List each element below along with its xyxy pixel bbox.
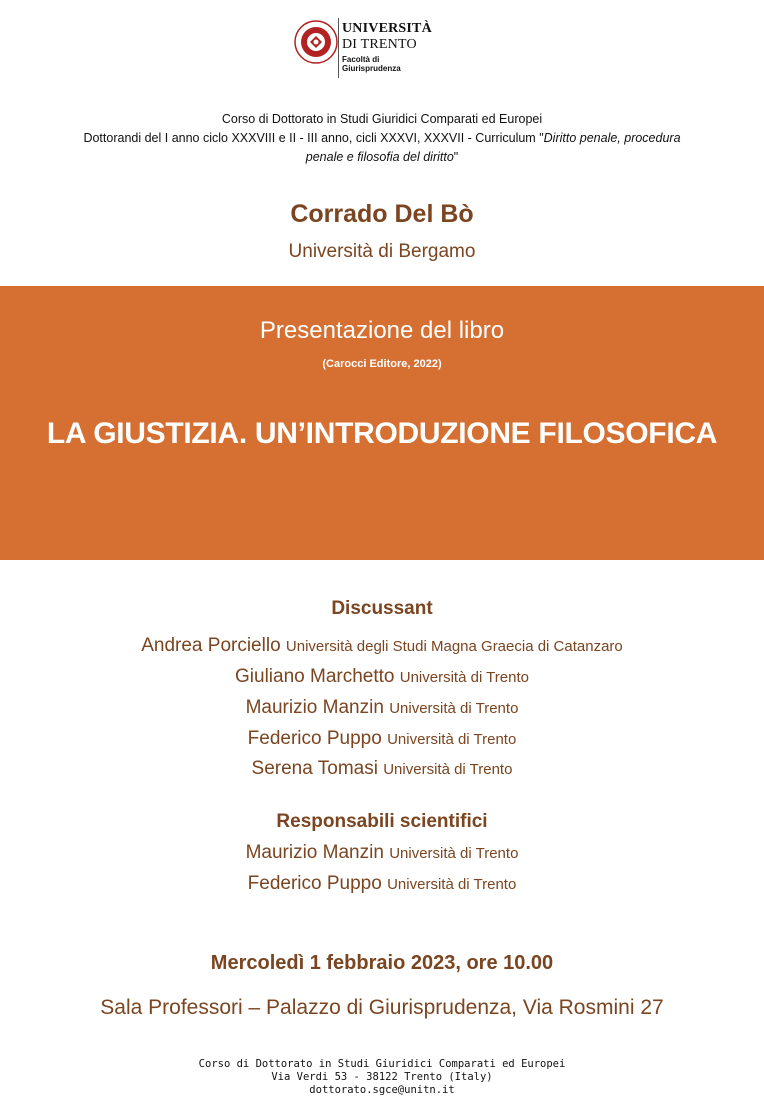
responsabile-name: Federico Puppo [247,873,382,894]
discussant-institution: Università di Trento [399,669,529,686]
header-line3-italic: penale e filosofia del diritto [305,150,454,164]
footer-contact [0,1058,764,1097]
event-date: Mercoledì 1 febbraio 2023, ore 10.00 [210,952,554,974]
discussant-row [0,758,764,780]
discussant-name: Giuliano Marchetto [235,666,395,687]
university-seal-icon [294,20,338,64]
discussant-institution: Università di Trento [383,761,513,778]
logo-divider [338,18,339,78]
header-line2-prefix: Dottorandi del I anno ciclo XXXVIII e II - III anno, cicli XXXVI, XXXVII - Curriculum " [83,131,544,145]
discussant-heading: Discussant [331,598,433,619]
event-place: Sala Professori – Palazzo di Giurisprudenza, Via Rosmini 27 [100,996,664,1019]
logo-university-line1: UNIVERSITÀ [342,21,432,36]
book-banner [0,286,764,560]
discussant-name: Serena Tomasi [251,758,378,779]
discussant-name: Maurizio Manzin [245,697,384,718]
discussant-row [0,635,764,657]
speaker-name: Corrado Del Bò [290,200,474,228]
responsabile-row [0,842,764,864]
responsabile-institution: Università di Trento [387,876,517,893]
responsabile-row [0,873,764,895]
header-line3-suffix: " [453,150,459,164]
discussant-institution: Università di Trento [389,700,519,717]
responsabili-heading: Responsabili scientifici [276,811,488,832]
logo-faculty-line1: Facoltà di [342,55,380,64]
discussant-row [0,728,764,750]
discussant-row [0,697,764,719]
header-line2-italic: Diritto penale, procedura [543,131,681,145]
footer-line1: Corso di Dottorato in Studi Giuridici Comparati ed Europei [198,1058,566,1070]
responsabile-institution: Università di Trento [389,845,519,862]
header-line1: Corso di Dottorato in Studi Giuridici Comparati ed Europei [221,112,543,126]
logo-university-line2: DI TRENTO [342,37,417,52]
discussant-row [0,666,764,688]
discussant-institution: Università degli Studi Magna Graecia di Catanzaro [285,638,623,655]
discussant-institution: Università di Trento [387,731,517,748]
discussant-name: Federico Puppo [247,728,382,749]
logo-faculty [342,56,432,74]
presentation-label: Presentazione del libro [259,317,505,344]
header-line2 [0,129,764,148]
responsabile-name: Maurizio Manzin [245,842,384,863]
university-logo [294,16,444,86]
footer-email[interactable]: dottorato.sgce@unitn.it [309,1084,455,1096]
book-title: LA GIUSTIZIA. UN’INTRODUZIONE FILOSOFICA [46,417,718,450]
speaker-affiliation: Università di Bergamo [288,241,476,262]
header-line3 [0,148,764,167]
program-header [0,110,764,167]
logo-faculty-line2: Giurisprudenza [342,63,401,73]
logo-text [342,22,432,74]
footer-line2: Via Verdi 53 - 38122 Trento (Italy) [271,1071,493,1083]
publisher-label: (Carocci Editore, 2022) [322,358,442,370]
discussant-name: Andrea Porciello [141,635,281,656]
